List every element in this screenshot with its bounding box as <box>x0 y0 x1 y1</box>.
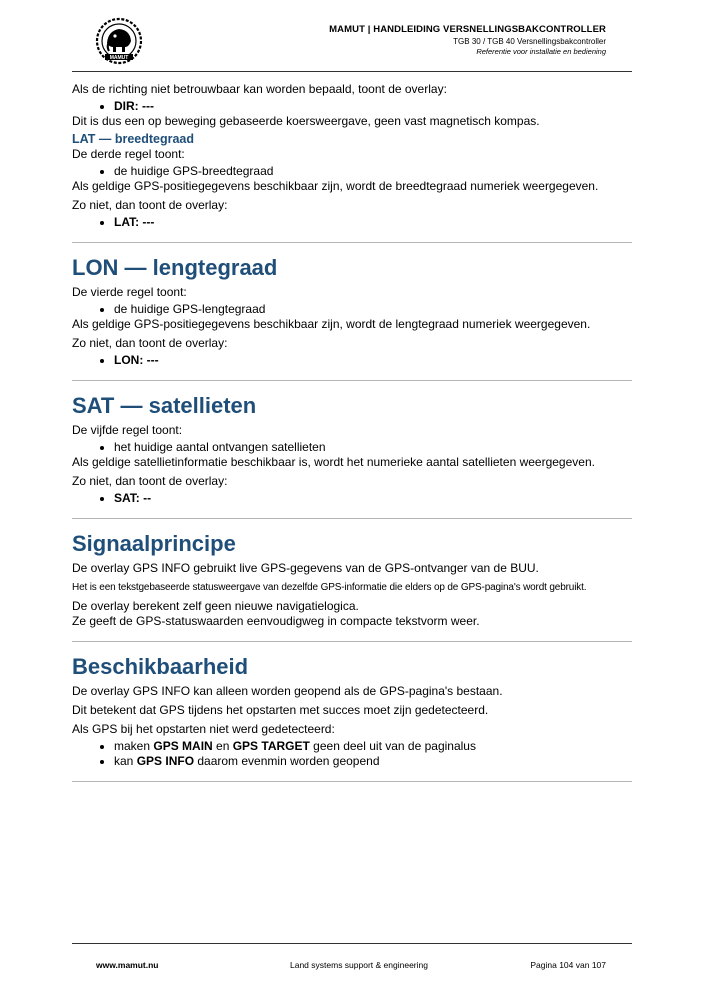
svg-text:MAMUT: MAMUT <box>109 55 129 61</box>
avail-list <box>72 739 632 769</box>
main-content <box>72 82 632 794</box>
lat-heading: LAT — breedtegraad <box>72 132 195 146</box>
lat-overlay-list <box>72 215 632 230</box>
section-divider <box>72 641 632 642</box>
sat-overlay-value: • SAT: -- <box>114 491 632 506</box>
dir-note: Dit is dus een op beweging gebaseerde koersweergave, geen vast magnetisch kompas. <box>72 114 540 128</box>
avail-p1: De overlay GPS INFO kan alleen worden geopend als de GPS-pagina's bestaan. <box>72 684 503 698</box>
lon-heading: LON — lengtegraad <box>72 255 278 280</box>
avail-bullet-1: • maken GPS MAIN en GPS TARGET geen deel uit van de paginalus <box>114 739 632 754</box>
lon-overlay-value: • LON: --- <box>114 353 632 368</box>
sat-valid: Als geldige satellietinformatie beschikbaar is, wordt het numerieke aantal satellieten weergegeven. <box>72 455 595 469</box>
page-header <box>329 24 606 56</box>
sat-heading: SAT — satellieten <box>72 393 257 418</box>
section-divider <box>72 380 632 381</box>
lon-intro: De vierde regel toont: <box>72 285 187 299</box>
signal-p2: Het is een tekstgebaseerde statusweergave van dezelfde GPS-informatie die elders op de GPS-pagina's wordt gebruikt. <box>72 582 587 593</box>
avail-heading: Beschikbaarheid <box>72 654 249 679</box>
lon-valid: Als geldige GPS-positiegegevens beschikbaar zijn, wordt de lengtegraad numeriek weergegeven. <box>72 317 591 331</box>
sat-list <box>72 440 632 455</box>
lat-intro: De derde regel toont: <box>72 147 185 161</box>
lat-overlay-value: • LAT: --- <box>114 215 632 230</box>
footer-website-link[interactable]: www.mamut.nu <box>96 960 159 970</box>
sat-otherwise: Zo niet, dan toont de overlay: <box>72 474 228 488</box>
header-subtitle: TGB 30 / TGB 40 Versnellingsbakcontroller <box>453 37 606 46</box>
dir-intro: Als de richting niet betrouwbaar kan worden bepaald, toont de overlay: <box>72 82 447 96</box>
lon-otherwise: Zo niet, dan toont de overlay: <box>72 336 228 350</box>
avail-bullet-2: • kan GPS INFO daarom evenmin worden geopend <box>114 754 632 769</box>
lat-bullet: • de huidige GPS-breedtegraad <box>114 164 632 179</box>
signal-p4: Ze geeft de GPS-statuswaarden eenvoudigweg in compacte tekstvorm weer. <box>72 614 480 628</box>
avail-p3: Als GPS bij het opstarten niet werd gedetecteerd: <box>72 722 335 736</box>
lat-list <box>72 164 632 179</box>
sat-intro: De vijfde regel toont: <box>72 423 183 437</box>
lon-list <box>72 302 632 317</box>
header-reference: Referentie voor installatie en bediening <box>476 47 606 56</box>
section-divider <box>72 242 632 243</box>
signal-p1: De overlay GPS INFO gebruikt live GPS-gegevens van de GPS-ontvanger van de BUU. <box>72 561 539 575</box>
sat-bullet: • het huidige aantal ontvangen satellieten <box>114 440 632 455</box>
signal-heading: Signaalprincipe <box>72 531 236 556</box>
lat-valid: Als geldige GPS-positiegegevens beschikbaar zijn, wordt de breedtegraad numeriek weergegeven. <box>72 179 599 193</box>
lon-overlay-list <box>72 353 632 368</box>
footer-page-number: Pagina 104 van 107 <box>530 960 606 970</box>
header-title: MAMUT | HANDLEIDING VERSNELLINGSBAKCONTROLLER <box>329 24 606 35</box>
dir-list <box>72 99 632 114</box>
avail-p2: Dit betekent dat GPS tijdens het opstarten met succes moet zijn gedetecteerd. <box>72 703 489 717</box>
header-divider <box>72 71 632 72</box>
signal-p3: De overlay berekent zelf geen nieuwe navigatielogica. <box>72 599 359 613</box>
footer-divider <box>72 943 632 944</box>
section-divider <box>72 781 632 782</box>
footer-tagline: Land systems support & engineering <box>290 960 428 970</box>
dir-overlay-value: • DIR: --- <box>114 99 632 114</box>
section-divider <box>72 518 632 519</box>
lon-bullet: • de huidige GPS-lengtegraad <box>114 302 632 317</box>
sat-overlay-list <box>72 491 632 506</box>
mamut-logo-icon <box>94 16 144 66</box>
lat-otherwise: Zo niet, dan toont de overlay: <box>72 198 228 212</box>
